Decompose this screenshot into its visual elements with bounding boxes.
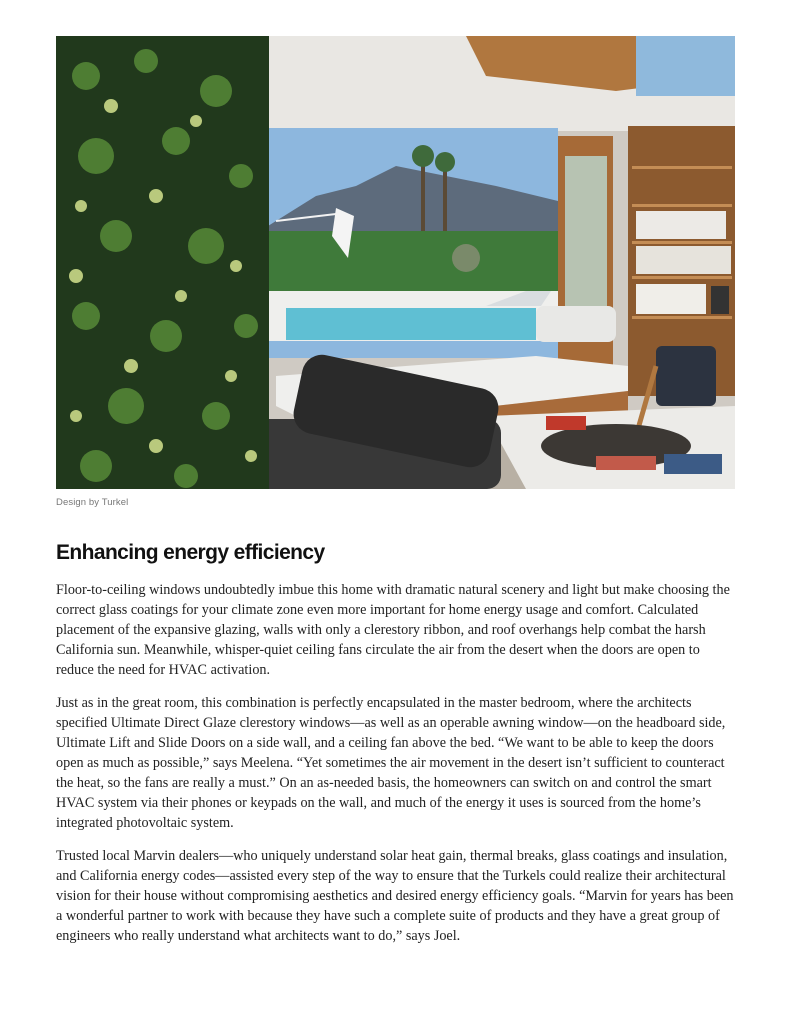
paragraph: Trusted local Marvin dealers—who uniquely understand solar heat gain, thermal breaks, glass coatings and insulation, and California energy codes—assisted every step of the way to ensure that the Turkels could realize their architectural vision for their house without compromising aesthetics and desired energy efficiency goals. “Marvin for years has been a wonderful partner to work with because they have such a complete suite of products and they have a great group of engineers who really understand what architects want to do,” says Joel. xyxy=(56,848,734,944)
photo-caption: Design by Turkel xyxy=(56,497,129,508)
interior-photo xyxy=(56,36,735,489)
paragraph: Just as in the great room, this combination is perfectly encapsulated in the master bedroom, where the architects specified Ultimate Direct Glaze clerestory windows—as well as an operable awning window—on the headboard side, Ultimate Lift and Slide Doors on a side wall, and a ceiling fan above the bed. “We want to be able to keep the doors open as much as possible,” says Meelena. “Yet sometimes the air movement in the desert isn’t sufficient to counteract the heat, so the fans are really a must.” On an as-needed basis, the homeowners can switch on and control the smart HVAC system via their phones or keypads on the wall, and much of the energy it uses is sourced from the home’s integrated photovoltaic system. xyxy=(56,695,726,831)
section-heading: Enhancing energy efficiency xyxy=(56,541,325,564)
article-body xyxy=(56,580,740,959)
paragraph: Floor-to-ceiling windows undoubtedly imbue this home with dramatic natural scenery and light but make choosing the correct glass coatings for your climate zone even more important for home energy usage and comfort. Calculated placement of the expansive glazing, walls with only a clerestory ribbon, and roof overhangs help combat the harsh California sun. Meanwhile, whisper-quiet ceiling fans circulate the air from the desert when the doors are open to reduce the need for HVAC activation. xyxy=(56,582,730,678)
